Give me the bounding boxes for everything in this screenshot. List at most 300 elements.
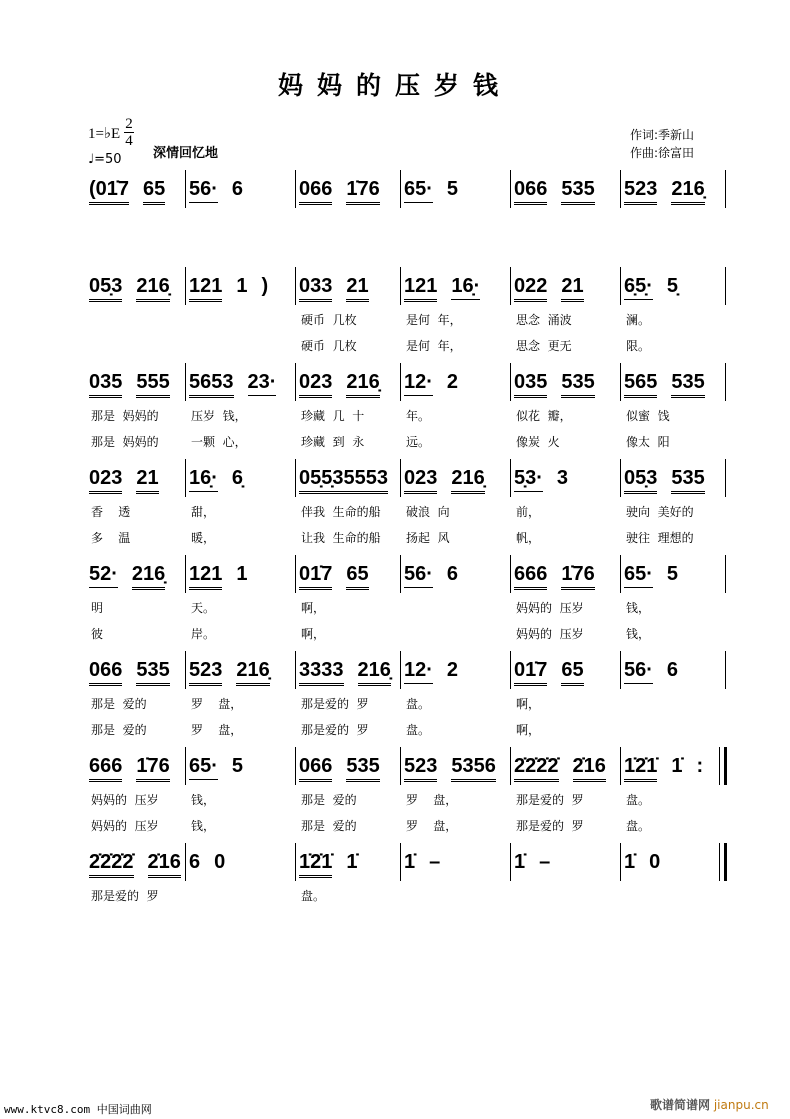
final-bar-line <box>719 843 727 881</box>
measure-notes <box>89 275 184 302</box>
measure <box>400 851 510 885</box>
measure <box>400 563 510 597</box>
footer-right <box>650 1096 769 1113</box>
measure-notes <box>89 755 184 782</box>
bar-line <box>620 363 621 401</box>
note-group: 65· <box>404 178 433 203</box>
note-group: 2 <box>446 371 459 393</box>
lyric-verse-2: 驶往 理想的 <box>626 531 694 545</box>
note-group: 1̇76 <box>561 563 594 590</box>
measure <box>620 275 725 353</box>
note-group: 216̣ <box>236 659 269 686</box>
lyric-verse-2: 远。 <box>406 435 431 449</box>
note-group: 066 <box>514 178 547 205</box>
lyric-verse-1: 妈妈的 压岁 <box>91 793 159 807</box>
measure-notes <box>299 659 405 686</box>
bar-line <box>510 651 511 689</box>
note-group: 2̇16 <box>148 851 181 878</box>
note-group: 1̇76 <box>136 755 169 782</box>
bar-line <box>510 459 511 497</box>
bar-line <box>620 170 621 208</box>
lyric-verse-2: 妈妈的 压岁 <box>91 819 159 833</box>
note-group: 21 <box>136 467 158 494</box>
measure <box>85 659 185 737</box>
note-group: 216̣ <box>451 467 484 494</box>
bar-line <box>510 747 511 785</box>
lyric-verse-2: 像太 阳 <box>626 435 670 449</box>
lyric-verse-2: 钱， <box>626 627 651 641</box>
measure <box>510 563 620 641</box>
lyric-verse-2: 岸。 <box>191 627 216 641</box>
measure <box>185 563 295 641</box>
measure <box>185 659 295 737</box>
lyric-verse-1: 年。 <box>406 409 431 423</box>
lyric-verse-1: 盘。 <box>301 889 326 903</box>
lyric-verse-1: 似花 瓣， <box>516 409 572 423</box>
note-group: 535 <box>561 371 594 398</box>
lyric-verse-1: 那是 爱的 <box>301 793 357 807</box>
lyric-verse-1: 伴我 生命的船 <box>301 505 381 519</box>
bar-line <box>400 363 401 401</box>
bar-line <box>510 170 511 208</box>
measure <box>620 851 725 885</box>
measure <box>620 563 725 641</box>
lyric-verse-2: 限。 <box>626 339 651 353</box>
measure-notes <box>624 659 692 684</box>
measure <box>400 467 510 545</box>
lyric-verse-2: 罗 盘， <box>406 819 458 833</box>
bar-line <box>400 170 401 208</box>
bar-line <box>510 267 511 305</box>
lyric-verse-2: 暖， <box>191 531 216 545</box>
measure <box>510 275 620 353</box>
measure-notes <box>404 371 472 396</box>
note-group: 5 <box>666 563 679 585</box>
note-group: 035 <box>89 371 122 398</box>
note-group: 066 <box>89 659 122 686</box>
measure-notes <box>404 851 454 875</box>
bar-line <box>400 555 401 593</box>
bar-line <box>510 843 511 881</box>
measure-notes <box>624 851 674 875</box>
measure <box>85 563 185 641</box>
song-title: 妈妈的压岁钱 <box>277 71 512 100</box>
time-top: 2 <box>125 116 133 132</box>
lyric-verse-1: 甜， <box>191 505 216 519</box>
measure <box>85 178 185 212</box>
note-group: 1̇76 <box>346 178 379 205</box>
measure <box>620 371 725 449</box>
note-group: 3333 <box>299 659 344 686</box>
bar-line <box>620 267 621 305</box>
bar-line <box>510 555 511 593</box>
lyric-verse-2: 钱， <box>191 819 216 833</box>
measure <box>185 371 295 449</box>
measure-notes <box>89 371 184 398</box>
note-group: 0 <box>214 851 226 873</box>
note-group: 023 <box>89 467 122 494</box>
lyric-verse-1: 那是爱的 罗 <box>301 697 369 711</box>
measure <box>400 178 510 212</box>
lyric-verse-1: 罗 盘， <box>191 697 243 711</box>
lyric-verse-1: 似蜜 饯 <box>626 409 670 423</box>
bar-line <box>620 651 621 689</box>
lyric-verse-1: 盘。 <box>406 697 431 711</box>
lyric-verse-1: 香 透 <box>91 505 131 519</box>
note-group: (01̇7 <box>89 178 129 205</box>
measure <box>185 275 295 309</box>
lyric-verse-1: 啊， <box>516 697 541 711</box>
measure <box>510 371 620 449</box>
note-group: 022 <box>514 275 547 302</box>
measure-notes <box>624 755 717 782</box>
tempo-mark: ♩=50 <box>88 152 122 167</box>
measure <box>295 851 400 903</box>
measure <box>85 275 185 309</box>
bar-line <box>400 747 401 785</box>
measure-notes <box>514 371 609 398</box>
bar-line <box>185 170 186 208</box>
note-group: 216̣ <box>671 178 704 205</box>
note-group: 05̣3 <box>89 275 122 302</box>
note-group: 535 <box>136 659 169 686</box>
bar-line <box>185 843 186 881</box>
score-row <box>0 178 790 268</box>
note-group: 5̣ <box>666 275 679 297</box>
note-group: 2̇16 <box>573 755 606 782</box>
lyric-verse-2: 那是爱的 罗 <box>301 723 369 737</box>
footer-left: www.ktvc8.com 中国词曲网 <box>4 1103 152 1116</box>
measure-notes <box>189 178 257 203</box>
measure-notes <box>624 371 719 398</box>
measure-notes <box>624 563 692 588</box>
measure-notes <box>189 467 257 492</box>
bar-line <box>510 363 511 401</box>
measure-notes <box>299 275 383 302</box>
measure <box>295 178 400 212</box>
measure-notes <box>514 755 620 782</box>
measure <box>295 467 400 545</box>
lyric-verse-2: 盘。 <box>626 819 651 833</box>
bar-line <box>185 747 186 785</box>
measure <box>620 467 725 545</box>
note-group: 033 <box>299 275 332 302</box>
note-group: 535 <box>671 467 704 494</box>
note-group: 6 <box>666 659 679 681</box>
lyric-verse-1: 那是 爱的 <box>91 697 147 711</box>
note-group: 216̣ <box>136 275 169 302</box>
note-group: 1̇ <box>514 851 526 873</box>
measure <box>295 275 400 353</box>
measure-notes <box>404 275 494 302</box>
score-row <box>0 755 790 845</box>
measure-notes <box>189 659 284 686</box>
lyric-verse-1: 钱， <box>626 601 651 615</box>
note-group: 1 <box>236 275 248 297</box>
lyric-verse-2: 盘。 <box>406 723 431 737</box>
lyric-verse-2: 硬币 几枚 <box>301 339 357 353</box>
lyric-verse-1: 天。 <box>191 601 216 615</box>
note-group: 535 <box>671 371 704 398</box>
measure-notes <box>514 275 598 302</box>
measure <box>85 467 185 545</box>
note-group: 035 <box>514 371 547 398</box>
note-group: 523 <box>404 755 437 782</box>
lyric-verse-2: 珍藏 到 永 <box>301 435 365 449</box>
note-group: 01̇7 <box>299 563 332 590</box>
final-bar-line <box>719 747 727 785</box>
lyricist: 作词:季新山 <box>630 128 695 142</box>
note-group: 6̣ <box>231 467 244 489</box>
note-group: 216̣ <box>358 659 391 686</box>
note-group: 6 <box>231 178 244 200</box>
measure <box>400 371 510 449</box>
note-group: 2 <box>446 659 459 681</box>
lyric-verse-2: 妈妈的 压岁 <box>516 627 584 641</box>
lyric-verse-1: 那是爱的 罗 <box>91 889 159 903</box>
note-group: 5 <box>231 755 244 777</box>
bar-line <box>295 170 296 208</box>
bar-line <box>400 459 401 497</box>
bar-line <box>400 651 401 689</box>
measure-notes <box>299 467 402 494</box>
measure <box>400 755 510 833</box>
measure-notes <box>299 371 394 398</box>
measure-notes <box>89 851 195 878</box>
note-group: 1̇2̇1̇ <box>299 851 332 878</box>
note-group: 5̣3· <box>514 467 543 492</box>
measure-notes <box>514 851 564 875</box>
key-signature: 1=♭E <box>88 126 121 142</box>
measure-notes <box>404 178 472 203</box>
measure-notes <box>404 563 472 588</box>
note-group: 1̇2̇1̇ <box>624 755 657 782</box>
measure <box>295 563 400 641</box>
measure <box>185 851 295 885</box>
lyric-verse-2: 那是 妈妈的 <box>91 435 159 449</box>
lyric-verse-2: 那是爱的 罗 <box>516 819 584 833</box>
note-group: 1̇ <box>346 851 358 873</box>
bar-line <box>620 843 621 881</box>
note-group: 2̇2̇2̇2̇ <box>514 755 559 782</box>
bar-line <box>400 267 401 305</box>
lyric-verse-1: 思念 涌波 <box>516 313 572 327</box>
lyric-verse-2: 帆， <box>516 531 541 545</box>
note-group: 6 <box>446 563 459 585</box>
note-group: 5653 <box>189 371 234 398</box>
note-group: 121 <box>404 275 437 302</box>
measure-notes <box>189 563 262 590</box>
note-group: 01̇7 <box>514 659 547 686</box>
lyric-verse-1: 是何 年， <box>406 313 462 327</box>
measure <box>510 467 620 545</box>
note-group: 666 <box>89 755 122 782</box>
note-group: 65· <box>189 755 218 780</box>
bar-line <box>185 459 186 497</box>
note-group: 1̇ <box>671 755 683 777</box>
lyric-verse-2: 思念 更无 <box>516 339 572 353</box>
measure-notes <box>514 563 609 590</box>
note-group: – <box>539 851 551 873</box>
note-group: 0 <box>649 851 661 873</box>
bar-line <box>295 459 296 497</box>
lyric-verse-2: 啊， <box>301 627 326 641</box>
note-group: 121 <box>189 563 222 590</box>
score-row <box>0 371 790 461</box>
note-group: 52· <box>89 563 118 588</box>
lyric-verse-1: 那是 妈妈的 <box>91 409 159 423</box>
note-group: 121 <box>189 275 222 302</box>
composer: 作曲:徐富田 <box>630 146 695 160</box>
measure <box>85 851 185 903</box>
measure <box>400 659 510 737</box>
bar-line <box>725 363 726 401</box>
lyric-verse-2: 那是 爱的 <box>91 723 147 737</box>
bar-line <box>725 459 726 497</box>
bar-line <box>295 843 296 881</box>
note-group: 16̣· <box>451 275 480 300</box>
note-group: ) <box>261 275 269 297</box>
note-group: 216̣ <box>132 563 165 590</box>
measure-notes <box>89 467 173 494</box>
note-group: 5 <box>446 178 459 200</box>
lyric-verse-1: 罗 盘， <box>406 793 458 807</box>
note-group: 05̣3 <box>624 467 657 494</box>
lyric-verse-2: 是何 年， <box>406 339 462 353</box>
bar-line <box>725 170 726 208</box>
measure <box>85 371 185 449</box>
measure-notes <box>514 659 598 686</box>
note-group: 535 <box>561 178 594 205</box>
note-group: 21 <box>346 275 368 302</box>
note-group: 65 <box>561 659 583 686</box>
bar-line <box>725 651 726 689</box>
note-group: 56· <box>624 659 653 684</box>
score-row <box>0 467 790 557</box>
measure-notes <box>189 851 239 875</box>
measure <box>400 275 510 353</box>
note-group: 1 <box>236 563 248 585</box>
measure <box>185 467 295 545</box>
lyric-verse-1: 啊， <box>301 601 326 615</box>
measure <box>85 755 185 833</box>
score-row <box>0 563 790 653</box>
measure <box>510 851 620 885</box>
measure-notes <box>624 467 719 494</box>
lyric-verse-2: 像炭 火 <box>516 435 560 449</box>
note-group: 1̇ <box>404 851 416 873</box>
lyric-verse-1: 前， <box>516 505 541 519</box>
score-row <box>0 275 790 365</box>
measure <box>620 659 725 693</box>
note-group: 535 <box>346 755 379 782</box>
note-group: 066 <box>299 755 332 782</box>
measure <box>295 659 400 737</box>
bar-line <box>620 747 621 785</box>
measure <box>295 755 400 833</box>
expression-mark: 深情回忆地 <box>153 146 219 161</box>
note-group: 2̇2̇2̇2̇ <box>89 851 134 878</box>
note-group: 21 <box>561 275 583 302</box>
measure-notes <box>299 178 394 205</box>
measure <box>185 755 295 833</box>
bar-line <box>620 459 621 497</box>
note-group: : <box>696 755 704 777</box>
score-row <box>0 659 790 749</box>
bar-line <box>725 555 726 593</box>
note-group: 5356 <box>451 755 496 782</box>
measure-notes <box>299 851 372 878</box>
bar-line <box>185 651 186 689</box>
note-group: 6 <box>189 851 201 873</box>
lyric-verse-2: 多 温 <box>91 531 131 545</box>
note-group: 666 <box>514 563 547 590</box>
bar-line <box>295 555 296 593</box>
lyric-verse-1: 珍藏 几 十 <box>301 409 365 423</box>
lyric-verse-2: 一颗 心， <box>191 435 247 449</box>
footer-url: jianpu.cn <box>713 1098 769 1112</box>
measure <box>510 755 620 833</box>
note-group: 65· <box>624 563 653 588</box>
note-group: 3 <box>556 467 569 489</box>
lyric-verse-2: 那是 爱的 <box>301 819 357 833</box>
note-group: 16̣· <box>189 467 218 492</box>
lyric-verse-1: 妈妈的 压岁 <box>516 601 584 615</box>
bar-line <box>400 843 401 881</box>
lyric-verse-1: 压岁 钱， <box>191 409 247 423</box>
note-group: 12· <box>404 659 433 684</box>
measure <box>620 755 725 833</box>
note-group: 23· <box>248 371 277 396</box>
note-group: 05̣5̣35553 <box>299 467 388 494</box>
bar-line <box>185 267 186 305</box>
bar-line <box>725 267 726 305</box>
bar-line <box>620 555 621 593</box>
note-group: 1̇ <box>624 851 636 873</box>
measure-notes <box>89 659 184 686</box>
bar-line <box>295 747 296 785</box>
note-group: 56· <box>404 563 433 588</box>
measure <box>185 178 295 212</box>
note-group: 523 <box>624 178 657 205</box>
lyric-verse-1: 钱， <box>191 793 216 807</box>
measure-notes <box>624 275 692 300</box>
bar-line <box>295 651 296 689</box>
measure-notes <box>189 755 257 780</box>
measure-notes <box>404 755 510 782</box>
note-group: 565 <box>624 371 657 398</box>
lyric-verse-1: 澜。 <box>626 313 651 327</box>
note-group: – <box>429 851 441 873</box>
measure-notes <box>624 178 719 205</box>
bar-line <box>295 363 296 401</box>
measure-notes <box>404 659 472 684</box>
lyric-verse-1: 驶向 美好的 <box>626 505 694 519</box>
note-group: 523 <box>189 659 222 686</box>
lyric-verse-2: 扬起 风 <box>406 531 450 545</box>
note-group: 6̣5̣· <box>624 275 653 300</box>
measure <box>295 371 400 449</box>
measure-notes <box>189 371 290 398</box>
note-group: 12· <box>404 371 433 396</box>
note-group: 555 <box>136 371 169 398</box>
lyric-verse-1: 盘。 <box>626 793 651 807</box>
bar-line <box>185 555 186 593</box>
measure-notes <box>189 275 282 302</box>
measure <box>510 178 620 212</box>
note-group: 65 <box>143 178 165 205</box>
measure-notes <box>299 563 383 590</box>
